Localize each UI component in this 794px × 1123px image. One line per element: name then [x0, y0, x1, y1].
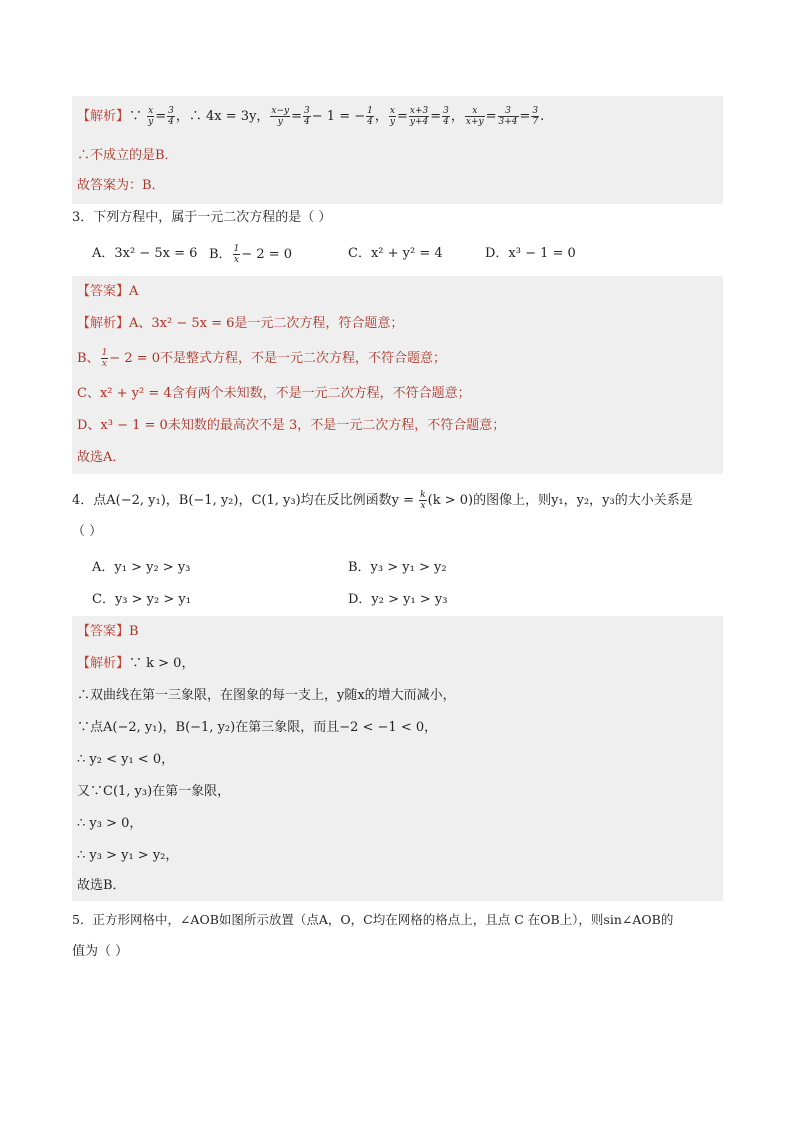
- frac-num: 3: [304, 106, 310, 116]
- stem-text: (k > 0)的图像上，则y₁，y₂，y₃的大小关系是: [427, 493, 693, 508]
- analysis-1-line-3: 故答案为：B．: [77, 178, 165, 193]
- analysis-text: ∵ k > 0，: [129, 656, 195, 671]
- frac-den: 4: [304, 117, 310, 127]
- frac-den: 3+4: [498, 117, 518, 127]
- frac-num: 3: [443, 106, 449, 116]
- fraction: [531, 106, 539, 127]
- q3-analysis-line-1: [72, 314, 723, 334]
- text: ，: [450, 109, 464, 124]
- frac-num: 1: [233, 244, 240, 254]
- frac-den: x: [233, 255, 239, 265]
- q3-option-c: C．x² + y² = 4: [348, 246, 443, 261]
- option-label: B、: [77, 351, 100, 366]
- frac-den: y: [389, 117, 395, 127]
- frac-den: 7: [532, 117, 539, 127]
- frac-den: x: [420, 501, 426, 511]
- q3-answer: [72, 282, 723, 302]
- q4-stem-line-1: [72, 490, 723, 511]
- q3-analysis-line-5: 故选A．: [77, 450, 126, 465]
- frac-num: k: [420, 490, 426, 500]
- analysis-text: A、3x² − 5x = 6是一元二次方程，符合题意；: [129, 316, 404, 331]
- fraction: [442, 106, 450, 127]
- q4-analysis-line-3: ∵点A(−2, y₁)，B(−1, y₂)在第三象限，而且−2 < −1 < 0，: [77, 720, 438, 735]
- analysis-block-1: [72, 96, 723, 204]
- eq: =: [291, 109, 303, 124]
- fraction: [419, 490, 426, 511]
- frac-den: 4: [168, 117, 174, 127]
- q3-option-a: A．3x² − 5x = 6: [92, 246, 198, 261]
- answer-tag: 【答案】: [77, 284, 130, 299]
- q3-analysis-line-4: D、x³ − 1 = 0未知数的最高次不是 3，不是一元二次方程，不符合题意；: [77, 418, 506, 433]
- q4-option-a: A．y₁ > y₂ > y₃: [92, 560, 191, 575]
- q3-analysis-line-3: C、x² + y² = 4含有两个未知数，不是一元二次方程，不符合题意；: [77, 386, 471, 401]
- frac-den: x+y: [465, 117, 484, 127]
- analysis-1-line-2: ∴不成立的是B．: [77, 148, 178, 163]
- q5-stem-line-2: 值为（ ）: [72, 944, 129, 959]
- answer-value: A: [129, 284, 139, 299]
- q4-analysis-line-7: ∴ y₃ > y₁ > y₂，: [77, 848, 179, 863]
- q3-stem: 3．下列方程中，属于一元二次方程的是（ ）: [72, 210, 332, 225]
- q4-analysis-line-5: 又∵C(1, y₃)在第一象限，: [77, 784, 231, 799]
- q4-option-c: C．y₃ > y₂ > y₁: [92, 592, 191, 607]
- fraction: [270, 106, 290, 127]
- q4-analysis-line-2: ∴双曲线在第一三象限，在图象的每一支上，y随x的增大而减小，: [77, 688, 456, 703]
- frac-num: 1: [101, 348, 108, 358]
- q3-option-d: D．x³ − 1 = 0: [485, 246, 576, 261]
- frac-num: 3: [498, 106, 519, 117]
- frac-den: y: [148, 117, 154, 127]
- answer-value: B: [129, 624, 139, 639]
- frac-num: x+3: [409, 106, 429, 116]
- fraction: [303, 106, 311, 127]
- period: .: [540, 109, 545, 124]
- frac-den: y+4: [409, 117, 429, 127]
- text: ，∴ 4x = 3y，: [175, 109, 270, 124]
- q4-analysis-line-4: ∴ y₂ < y₁ < 0，: [77, 752, 175, 767]
- frac-den: x: [101, 359, 107, 369]
- eq: =: [155, 109, 167, 124]
- fraction: [101, 348, 109, 369]
- eq: =: [519, 109, 531, 124]
- eq: =: [396, 109, 408, 124]
- frac-num: x: [148, 106, 154, 116]
- analysis-text: − 2 = 0不是整式方程，不是一元二次方程，不符合题意；: [109, 351, 447, 366]
- frac-num: x: [465, 106, 485, 117]
- q4-analysis-line-6: ∴ y₃ > 0，: [77, 816, 143, 831]
- text: ，: [374, 109, 388, 124]
- frac-den: 4: [367, 117, 373, 127]
- eq: =: [430, 109, 442, 124]
- q4-stem-line-2: （ ）: [72, 524, 103, 539]
- answer-tag: 【答案】: [77, 624, 130, 639]
- q4-analysis-line-1: [72, 654, 723, 674]
- fraction: [366, 106, 374, 127]
- fraction: [147, 106, 154, 127]
- q3-answer-block: [72, 276, 723, 474]
- analysis-tag: 【解析】: [77, 109, 130, 124]
- fraction: [167, 106, 175, 127]
- analysis-tag: 【解析】: [77, 656, 130, 671]
- q4-option-d: D．y₂ > y₁ > y₃: [348, 592, 448, 607]
- text: − 2 = 0: [241, 247, 293, 262]
- fraction: [498, 106, 519, 127]
- eq: =: [485, 109, 497, 124]
- fraction: [233, 244, 241, 265]
- q4-answer-block: [72, 616, 723, 901]
- q3-analysis-line-2: [72, 348, 723, 369]
- stem-text: 4．点A(−2, y₁)，B(−1, y₂)，C(1, y₃)均在反比例函数y =: [72, 493, 419, 508]
- because-symbol: ∵: [129, 109, 143, 124]
- q3-option-b: [209, 244, 292, 265]
- q4-answer: [72, 622, 723, 642]
- frac-num: x: [389, 106, 395, 116]
- frac-den: y: [277, 117, 283, 127]
- frac-den: 4: [443, 117, 449, 127]
- option-label: B．: [209, 247, 232, 262]
- fraction: [465, 106, 485, 127]
- text: − 1 = −: [311, 109, 366, 124]
- q4-analysis-line-8: 故选B．: [77, 878, 126, 893]
- frac-num: x−y: [271, 106, 290, 116]
- frac-num: 3: [168, 106, 174, 116]
- frac-num: 3: [532, 106, 539, 116]
- analysis-tag: 【解析】: [77, 316, 130, 331]
- analysis-1-line-1: [72, 106, 723, 127]
- fraction: [389, 106, 396, 127]
- frac-num: 1: [367, 106, 373, 116]
- fraction: [409, 106, 429, 127]
- q5-stem-line-1: 5．正方形网格中，∠AOB如图所示放置（点A，O，C均在网格的格点上，且点 C 在OB上），则sin∠AOB的: [72, 912, 674, 927]
- q4-option-b: B．y₃ > y₁ > y₂: [348, 560, 447, 575]
